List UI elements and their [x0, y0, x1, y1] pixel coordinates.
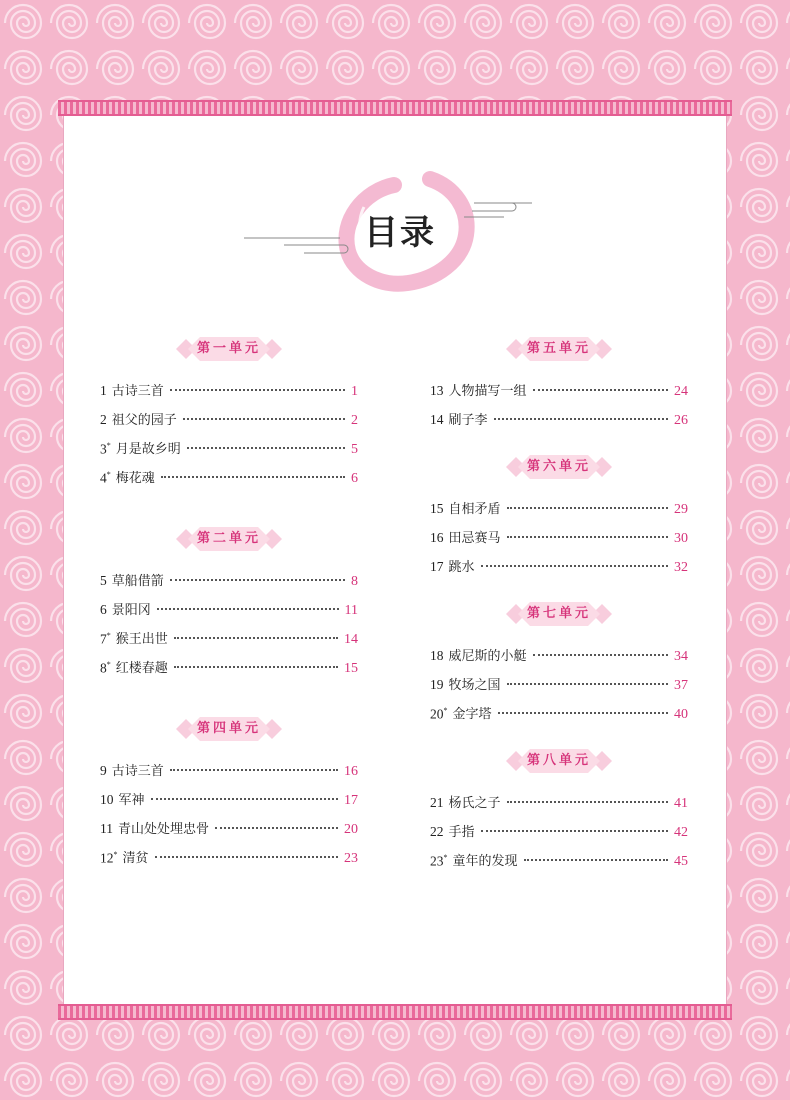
lesson-title: 金字塔 — [452, 707, 492, 722]
page-number: 34 — [674, 649, 688, 664]
page-number: 24 — [674, 384, 688, 399]
lesson-title: 祖父的园子 — [111, 413, 177, 428]
unit-badge — [174, 526, 284, 552]
lesson-number-value: 2 — [100, 412, 107, 427]
dot-leader — [481, 565, 668, 567]
page-number: 5 — [351, 442, 358, 457]
lesson-title: 梅花魂 — [115, 471, 155, 486]
lesson-number-value: 12 — [100, 850, 114, 865]
page-number: 26 — [674, 413, 688, 428]
page-number: 11 — [344, 603, 358, 618]
lesson-number — [100, 412, 107, 428]
lesson-number-value: 19 — [430, 677, 444, 692]
toc-entry[interactable] — [100, 380, 358, 409]
unit-section — [100, 526, 358, 686]
toc-entry[interactable] — [100, 847, 358, 876]
unit-section — [430, 336, 688, 438]
dot-leader — [170, 769, 338, 771]
content-page — [64, 111, 726, 1014]
lesson-number-value: 20 — [430, 706, 444, 721]
lesson-number — [100, 602, 107, 618]
unit-section — [100, 716, 358, 876]
dot-leader — [533, 654, 668, 656]
dot-leader — [498, 712, 668, 714]
lesson-number-value: 22 — [430, 824, 444, 839]
lesson-number-value: 14 — [430, 412, 444, 427]
page-number: 2 — [351, 413, 358, 428]
unit-label: 第七单元 — [526, 606, 591, 621]
unit-label: 第四单元 — [196, 721, 261, 736]
toc-entry[interactable] — [100, 409, 358, 438]
dot-leader — [507, 801, 668, 803]
dot-leader — [187, 447, 345, 449]
lesson-number-value: 1 — [100, 383, 107, 398]
lesson-number-value: 7 — [100, 631, 107, 646]
lesson-title: 刷子李 — [448, 413, 488, 428]
lesson-title: 古诗三首 — [111, 764, 164, 779]
lesson-number-value: 17 — [430, 559, 444, 574]
lesson-title: 古诗三首 — [111, 384, 164, 399]
unit-badge — [504, 336, 614, 362]
lesson-title: 跳水 — [448, 560, 475, 575]
lesson-number — [430, 383, 444, 399]
page-number: 8 — [351, 574, 358, 589]
lesson-number — [430, 501, 444, 517]
page-number: 20 — [344, 822, 358, 837]
lesson-number — [100, 573, 107, 589]
lesson-number — [100, 441, 111, 458]
lesson-number — [430, 412, 444, 428]
optional-lesson-mark: * — [106, 469, 111, 479]
toc-entry[interactable] — [430, 645, 688, 674]
lesson-title: 牧场之国 — [448, 678, 501, 693]
unit-section — [430, 601, 688, 732]
lesson-number — [430, 648, 444, 664]
toc-entry[interactable] — [430, 498, 688, 527]
page-number: 32 — [674, 560, 688, 575]
page-number: 14 — [344, 632, 358, 647]
dot-leader — [151, 798, 338, 800]
lesson-title: 人物描写一组 — [448, 384, 527, 399]
toc-entry[interactable] — [100, 760, 358, 789]
lesson-title: 威尼斯的小艇 — [448, 649, 527, 664]
unit-label: 第六单元 — [526, 459, 591, 474]
lesson-number — [430, 677, 444, 693]
optional-lesson-mark: * — [113, 849, 118, 859]
unit-label: 第一单元 — [196, 341, 261, 356]
dot-leader — [507, 507, 668, 509]
lesson-number-value: 8 — [100, 660, 107, 675]
dot-leader — [507, 536, 668, 538]
page-number: 42 — [674, 825, 688, 840]
lesson-number — [100, 792, 114, 808]
lesson-number — [100, 631, 111, 648]
dot-leader — [170, 389, 345, 391]
lesson-number — [430, 706, 448, 723]
page-number: 40 — [674, 707, 688, 722]
lesson-number-value: 13 — [430, 383, 444, 398]
page-number: 30 — [674, 531, 688, 546]
toc-entry[interactable] — [430, 556, 688, 585]
page-number: 41 — [674, 796, 688, 811]
toc-entry[interactable] — [430, 409, 688, 438]
toc-entry[interactable] — [430, 703, 688, 732]
lesson-number-value: 10 — [100, 792, 114, 807]
dot-leader — [161, 476, 345, 478]
lesson-number-value: 18 — [430, 648, 444, 663]
page-title: 目录 — [364, 213, 436, 253]
lesson-number-value: 23 — [430, 853, 444, 868]
frame-top-border — [58, 100, 732, 116]
unit-section — [430, 748, 688, 879]
unit-label: 第八单元 — [526, 753, 591, 768]
lesson-number-value: 5 — [100, 573, 107, 588]
lesson-title: 红楼春趣 — [115, 661, 168, 676]
lesson-title: 景阳冈 — [111, 603, 151, 618]
dot-leader — [157, 608, 339, 610]
unit-section — [100, 336, 358, 496]
dot-leader — [494, 418, 668, 420]
dot-leader — [174, 666, 338, 668]
lesson-title: 草船借箭 — [111, 574, 164, 589]
page-number: 15 — [344, 661, 358, 676]
dot-leader — [170, 579, 345, 581]
toc-entry[interactable] — [430, 674, 688, 703]
optional-lesson-mark: * — [106, 659, 111, 669]
lesson-number — [430, 853, 448, 870]
toc-column-left — [100, 336, 358, 906]
page-number: 23 — [344, 851, 358, 866]
lesson-number-value: 6 — [100, 602, 107, 617]
toc-entry[interactable] — [100, 657, 358, 686]
optional-lesson-mark: * — [106, 630, 111, 640]
lesson-number — [100, 383, 107, 399]
unit-section — [430, 454, 688, 585]
toc-entry[interactable] — [100, 818, 358, 847]
lesson-number — [100, 763, 107, 779]
lesson-number — [430, 530, 444, 546]
lesson-title: 自相矛盾 — [448, 502, 501, 517]
dot-leader — [174, 637, 338, 639]
frame-bottom-border — [58, 1004, 732, 1020]
toc-entry[interactable] — [100, 599, 358, 628]
toc-entry[interactable] — [430, 850, 688, 879]
page-number: 16 — [344, 764, 358, 779]
unit-badge — [174, 336, 284, 362]
lesson-number — [100, 470, 111, 487]
lesson-number-value: 3 — [100, 441, 107, 456]
lesson-number — [430, 824, 444, 840]
page-number: 6 — [351, 471, 358, 486]
optional-lesson-mark: * — [106, 440, 111, 450]
lesson-number-value: 16 — [430, 530, 444, 545]
page-number: 1 — [351, 384, 358, 399]
lesson-number — [100, 850, 118, 867]
dot-leader — [533, 389, 668, 391]
toc-entry[interactable] — [430, 380, 688, 409]
toc-column-right — [430, 336, 688, 895]
dot-leader — [524, 859, 668, 861]
lesson-number — [100, 821, 113, 837]
dot-leader — [507, 683, 668, 685]
page-number: 37 — [674, 678, 688, 693]
page-number: 29 — [674, 502, 688, 517]
optional-lesson-mark: * — [443, 705, 448, 715]
toc-entry[interactable] — [430, 821, 688, 850]
toc-entry[interactable] — [430, 527, 688, 556]
lesson-number-value: 9 — [100, 763, 107, 778]
toc-entry[interactable] — [100, 467, 358, 496]
title-area — [64, 111, 726, 331]
toc-entry[interactable] — [100, 628, 358, 657]
dot-leader — [215, 827, 338, 829]
dot-leader — [183, 418, 345, 420]
optional-lesson-mark: * — [443, 852, 448, 862]
toc-entry[interactable] — [100, 570, 358, 599]
toc-entry[interactable] — [430, 792, 688, 821]
lesson-title: 田忌赛马 — [448, 531, 501, 546]
dot-leader — [155, 856, 338, 858]
lesson-title: 清贫 — [122, 851, 149, 866]
unit-badge — [504, 748, 614, 774]
unit-badge — [174, 716, 284, 742]
unit-label: 第二单元 — [196, 531, 261, 546]
lesson-number-value: 15 — [430, 501, 444, 516]
page-number: 45 — [674, 854, 688, 869]
lesson-title: 童年的发现 — [452, 854, 518, 869]
dot-leader — [481, 830, 668, 832]
lesson-number-value: 21 — [430, 795, 444, 810]
lesson-title: 猴王出世 — [115, 632, 168, 647]
lesson-number — [430, 559, 444, 575]
lesson-title: 杨氏之子 — [448, 796, 501, 811]
lesson-number-value: 11 — [100, 821, 113, 836]
unit-label: 第五单元 — [526, 341, 591, 356]
toc-entry[interactable] — [100, 438, 358, 467]
lesson-number-value: 4 — [100, 470, 107, 485]
lesson-title: 月是故乡明 — [115, 442, 181, 457]
lesson-title: 军神 — [118, 793, 145, 808]
lesson-number — [430, 795, 444, 811]
lesson-number — [100, 660, 111, 677]
lesson-title: 青山处处埋忠骨 — [118, 822, 210, 837]
lesson-title: 手指 — [448, 825, 475, 840]
unit-badge — [504, 454, 614, 480]
toc-entry[interactable] — [100, 789, 358, 818]
page-number: 17 — [344, 793, 358, 808]
unit-badge — [504, 601, 614, 627]
